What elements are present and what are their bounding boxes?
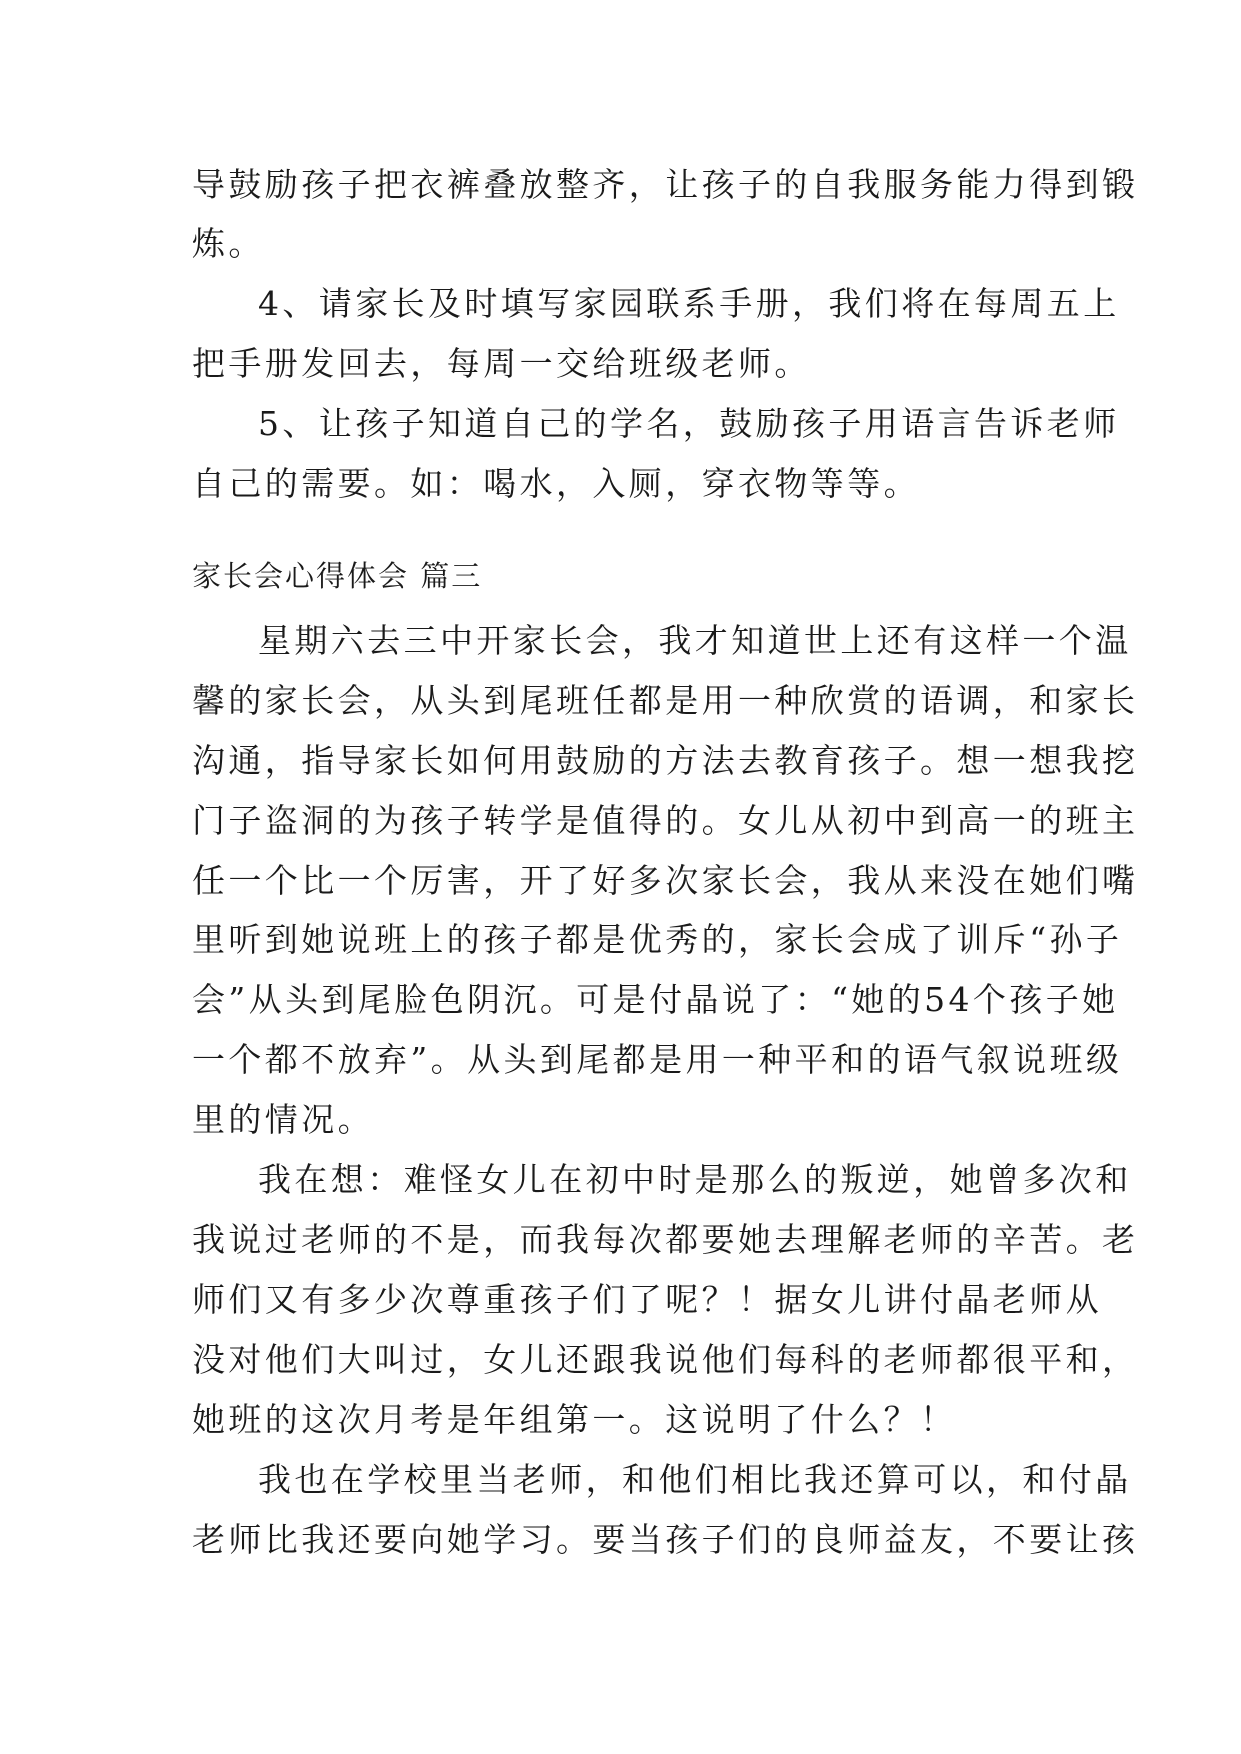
section-paragraph-3-line-2: 老师比我还要向她学习。要当孩子们的良师益友，不要让孩 [192,1520,1139,1559]
paragraph-3-line-2: 自己的需要。如：喝水，入厕，穿衣物等等。 [192,464,920,503]
section-paragraph-2-line-1: 我在想：难怪女儿在初中时是那么的叛逆，她曾多次和 [258,1160,1132,1199]
section-paragraph-1-line-2: 馨的家长会，从头到尾班任都是用一种欣赏的语调，和家长 [192,681,1139,720]
paragraph-1-line-2: 炼。 [192,224,265,263]
paragraph-1-line-1: 导鼓励孩子把衣裤叠放整齐，让孩子的自我服务能力得到锻 [192,165,1139,204]
section-paragraph-3-line-1: 我也在学校里当老师，和他们相比我还算可以，和付晶 [258,1460,1132,1499]
section-paragraph-1-line-7: 会”从头到尾脸色阴沉。可是付晶说了：“她的54个孩子她 [192,980,1119,1019]
section-heading: 家长会心得体会 篇三 [192,559,483,593]
section-paragraph-2-line-3: 师们又有多少次尊重孩子们了呢？！据女儿讲付晶老师从 [192,1280,1102,1319]
paragraph-2-line-1: 4、请家长及时填写家园联系手册，我们将在每周五上 [258,284,1120,323]
section-paragraph-1-line-1: 星期六去三中开家长会，我才知道世上还有这样一个温 [258,621,1132,660]
section-paragraph-1-line-3: 沟通，指导家长如何用鼓励的方法去教育孩子。想一想我挖 [192,741,1139,780]
section-paragraph-1-line-6: 里听到她说班上的孩子都是优秀的，家长会成了训斥“孙子 [192,920,1123,959]
section-paragraph-2-line-4: 没对他们大叫过，女儿还跟我说他们每科的老师都很平和， [192,1340,1139,1379]
paragraph-3-line-1: 5、让孩子知道自己的学名，鼓励孩子用语言告诉老师 [258,404,1120,443]
section-paragraph-2-line-5: 她班的这次月考是年组第一。这说明了什么？！ [192,1400,957,1439]
section-paragraph-1-line-5: 任一个比一个厉害，开了好多次家长会，我从来没在她们嘴 [192,861,1139,900]
section-paragraph-1-line-4: 门子盗洞的为孩子转学是值得的。女儿从初中到高一的班主 [192,801,1139,840]
section-paragraph-1-line-9: 里的情况。 [192,1100,374,1139]
paragraph-2-line-2: 把手册发回去，每周一交给班级老师。 [192,344,811,383]
section-paragraph-1-line-8: 一个都不放弃”。从头到尾都是用一种平和的语气叙说班级 [192,1040,1123,1079]
section-paragraph-2-line-2: 我说过老师的不是，而我每次都要她去理解老师的辛苦。老 [192,1220,1139,1259]
